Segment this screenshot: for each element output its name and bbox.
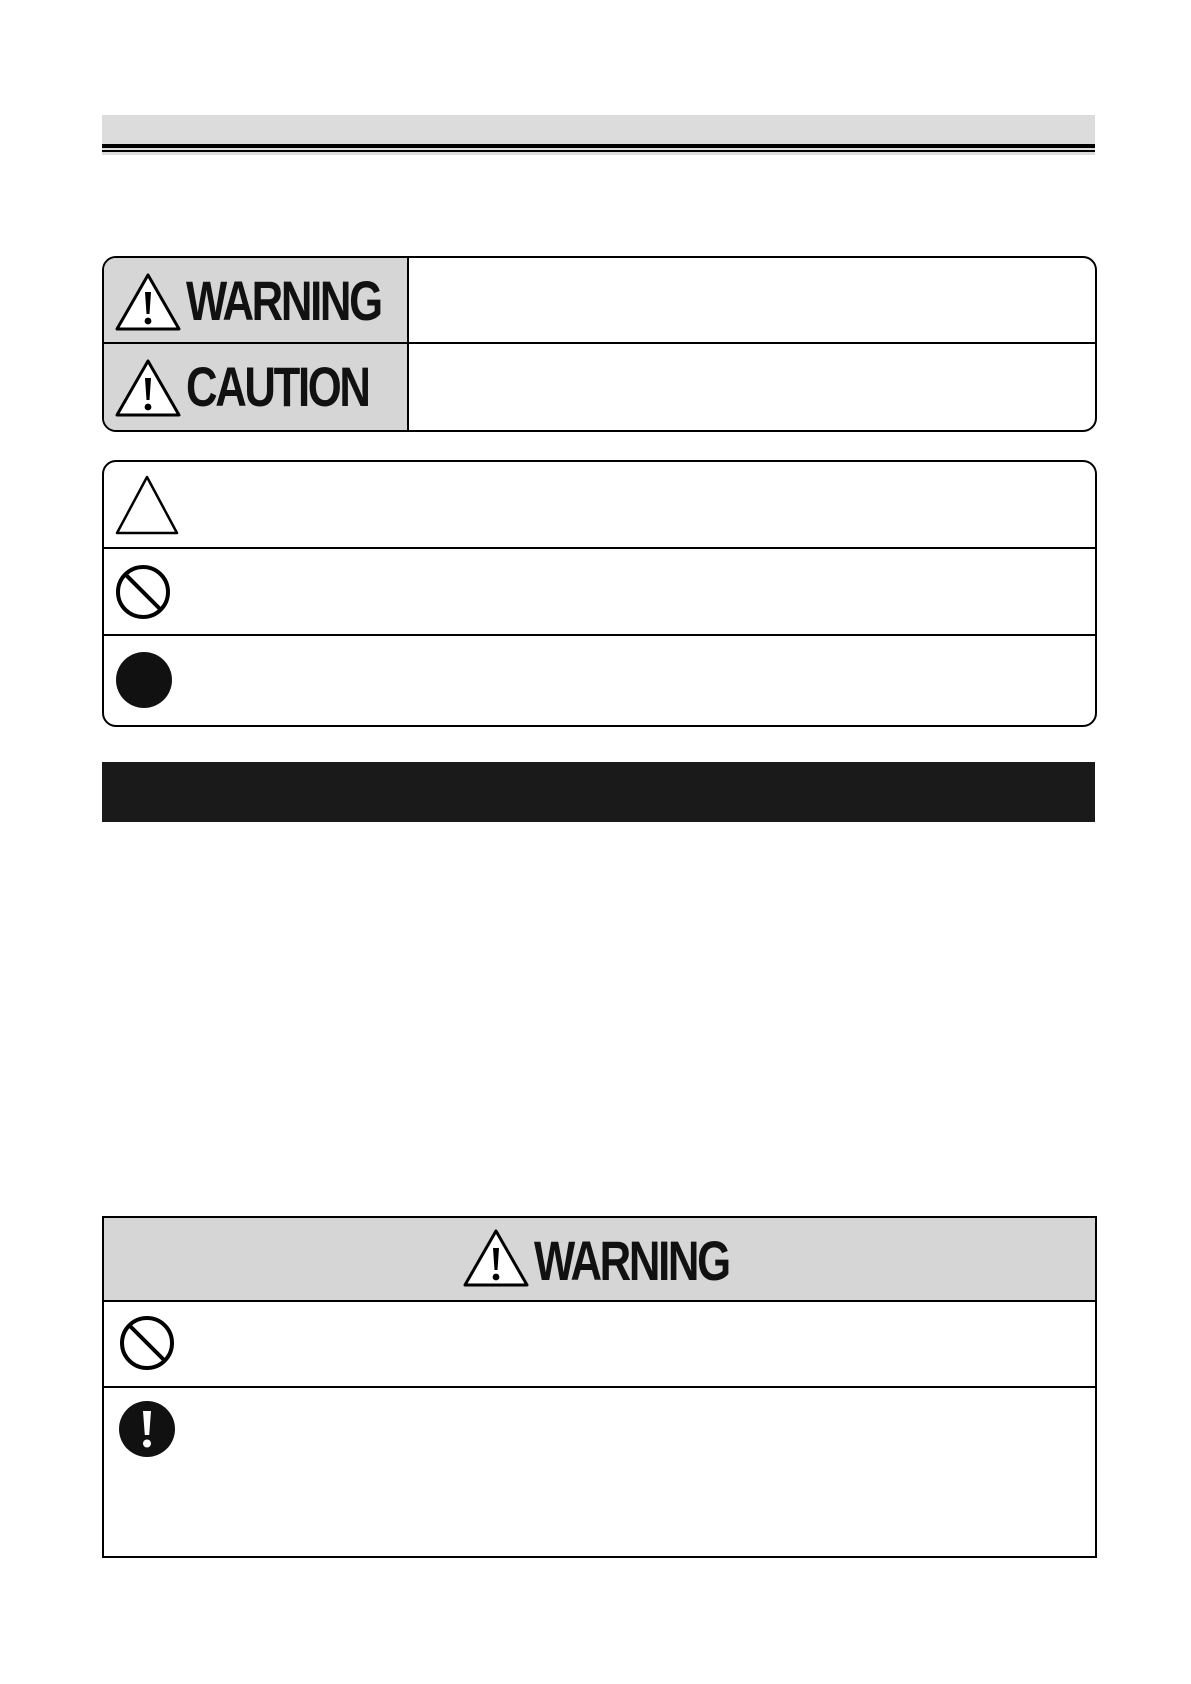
prohibition-icon [118, 1314, 176, 1372]
warning-triangle-icon [114, 272, 182, 332]
warning-triangle-icon [462, 1228, 530, 1288]
section-header-band [102, 115, 1095, 155]
section-title-band [102, 762, 1095, 822]
symbol-legend [102, 460, 1097, 727]
legend-row-warning [104, 258, 1095, 344]
warning-table [102, 1216, 1097, 1558]
legend-label-warning [104, 258, 409, 342]
warning-table-title: WARNING [534, 1229, 729, 1292]
symbol-row-filled-circle [104, 636, 1095, 725]
warning-table-header [104, 1218, 1095, 1302]
legend-label-caution [104, 344, 409, 430]
mandatory-exclamation-icon [118, 1400, 176, 1458]
symbol-row-prohibition [104, 549, 1095, 636]
prohibition-icon [114, 563, 172, 621]
warning-triangle-icon [114, 358, 182, 418]
header-rule-thick [102, 144, 1095, 148]
legend-description-warning [419, 258, 1085, 342]
legend-description-caution [419, 344, 1085, 430]
header-rule-thin [102, 150, 1095, 152]
warning-row-mandatory [104, 1388, 1095, 1556]
filled-circle-icon [114, 650, 174, 710]
warning-label: WARNING [186, 269, 381, 332]
warning-row-prohibition [104, 1302, 1095, 1388]
signal-word-legend [102, 256, 1097, 432]
symbol-row-triangle [104, 462, 1095, 549]
triangle-icon [114, 474, 180, 536]
legend-row-caution [104, 344, 1095, 430]
caution-label: CAUTION [186, 355, 369, 418]
